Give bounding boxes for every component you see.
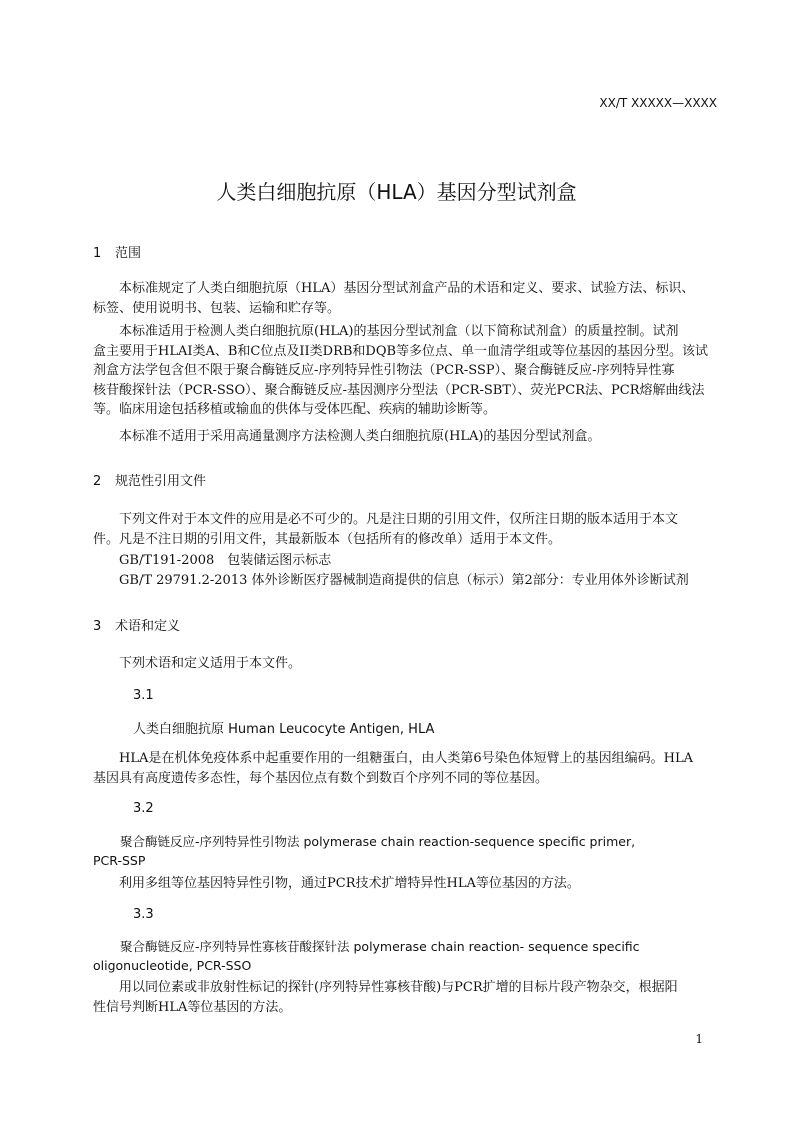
standard-code: XX/T XXXXX—XXXX bbox=[599, 96, 717, 110]
text-line: 用以同位素或非放射性标记的探针(序列特异性寡核苷酸)与PCR扩增的目标片段产物杂交，根据阳 bbox=[119, 980, 678, 995]
term-3-2-definition bbox=[93, 874, 718, 894]
section-3-heading bbox=[93, 615, 180, 634]
section-number: 1 bbox=[93, 246, 102, 261]
text-line: 盒主要用于HLAI类A、B和C位点及II类DRB和DQB等多位点、单一血清学组或等位基因的基因分型。该试 bbox=[93, 343, 709, 359]
text-line: 基因具有高度遗传多态性，每个基因位点有数个到数百个序列不同的等位基因。 bbox=[93, 770, 549, 786]
page-number: 1 bbox=[695, 1032, 703, 1046]
section-1-heading bbox=[93, 242, 141, 261]
text-line: 本标准规定了人类白细胞抗原（HLA）基因分型试剂盒产品的术语和定义、要求、试验方法、标识、 bbox=[119, 281, 695, 296]
section-title: 规范性引用文件 bbox=[115, 474, 207, 489]
section-2-heading bbox=[93, 470, 206, 489]
text-line: 等。临床用途包括移植或输血的供体与受体匹配、疾病的辅助诊断等。 bbox=[93, 402, 497, 418]
text-line: 下列术语和定义适用于本文件。 bbox=[119, 656, 302, 671]
text-line: 性信号判断HLA等位基因的方法。 bbox=[93, 999, 292, 1015]
section-number: 3 bbox=[93, 619, 102, 634]
text-line: HLA是在机体免疫体系中起重要作用的一组糖蛋白，由人类第6号染色体短臂上的基因组编码。HLA bbox=[119, 751, 693, 766]
section-title: 范围 bbox=[115, 246, 142, 261]
text-line: 核苷酸探针法（PCR-SSO）、聚合酶链反应-基因测序分型法（PCR-SBT）、荧光PCR法、PCR熔解曲线法 bbox=[93, 382, 705, 398]
text-line: 本标准适用于检测人类白细胞抗原(HLA)的基因分型试剂盒（以下简称试剂盒）的质量控制。试剂 bbox=[119, 324, 679, 339]
text-line: PCR-SSP bbox=[93, 853, 146, 868]
scope-paragraph-3 bbox=[93, 427, 718, 447]
term-3-3-title bbox=[93, 937, 718, 975]
scope-paragraph-2 bbox=[93, 322, 718, 420]
term-3-3-definition bbox=[93, 978, 718, 1017]
term-3-2-number: 3.2 bbox=[133, 801, 154, 816]
term-3-3-number: 3.3 bbox=[133, 907, 154, 922]
term-3-1-number: 3.1 bbox=[133, 688, 154, 703]
term-3-2-title bbox=[93, 832, 718, 870]
text-line: 件。凡是不注日期的引用文件，其最新版本（包括所有的修改单）适用于本文件。 bbox=[93, 531, 562, 547]
scope-paragraph-1 bbox=[93, 279, 718, 318]
text-line: 标签、使用说明书、包装、运输和贮存等。 bbox=[93, 300, 341, 316]
term-3-1-definition bbox=[93, 749, 718, 788]
text-line: 剂盒方法学包含但不限于聚合酶链反应-序列特异性引物法（PCR-SSP）、聚合酶链反应-序列特异性寡 bbox=[93, 363, 675, 379]
reference-item: GB/T 29791.2-2013 体外诊断医疗器械制造商提供的信息（标示）第2部分：专业用体外诊断试剂 bbox=[119, 572, 689, 588]
text-line: oligonucleotide, PCR-SSO bbox=[93, 958, 252, 973]
normative-paragraph bbox=[93, 510, 718, 549]
text-line: 聚合酶链反应-序列特异性引物法 polymerase chain reaction-sequence specific primer, bbox=[120, 834, 636, 849]
section-number: 2 bbox=[93, 474, 102, 489]
terms-intro bbox=[93, 654, 718, 674]
section-title: 术语和定义 bbox=[115, 619, 181, 634]
term-3-1-title: 人类白细胞抗原 Human Leucocyte Antigen, HLA bbox=[133, 722, 435, 737]
text-line: 本标准不适用于采用高通量测序方法检测人类白细胞抗原(HLA)的基因分型试剂盒。 bbox=[119, 429, 601, 444]
text-line: 聚合酶链反应-序列特异性寡核苷酸探针法 polymerase chain reaction- sequence specific bbox=[120, 939, 640, 954]
text-line: 利用多组等位基因特异性引物，通过PCR技术扩增特异性HLA等位基因的方法。 bbox=[119, 876, 580, 891]
reference-list bbox=[93, 551, 718, 590]
page-title: 人类白细胞抗原（HLA）基因分型试剂盒 bbox=[216, 180, 577, 204]
reference-item: GB/T191-2008 包装储运图示标志 bbox=[119, 553, 332, 568]
text-line: 下列文件对于本文件的应用是必不可少的。凡是注日期的引用文件，仅所注日期的版本适用于本文 bbox=[119, 512, 679, 527]
